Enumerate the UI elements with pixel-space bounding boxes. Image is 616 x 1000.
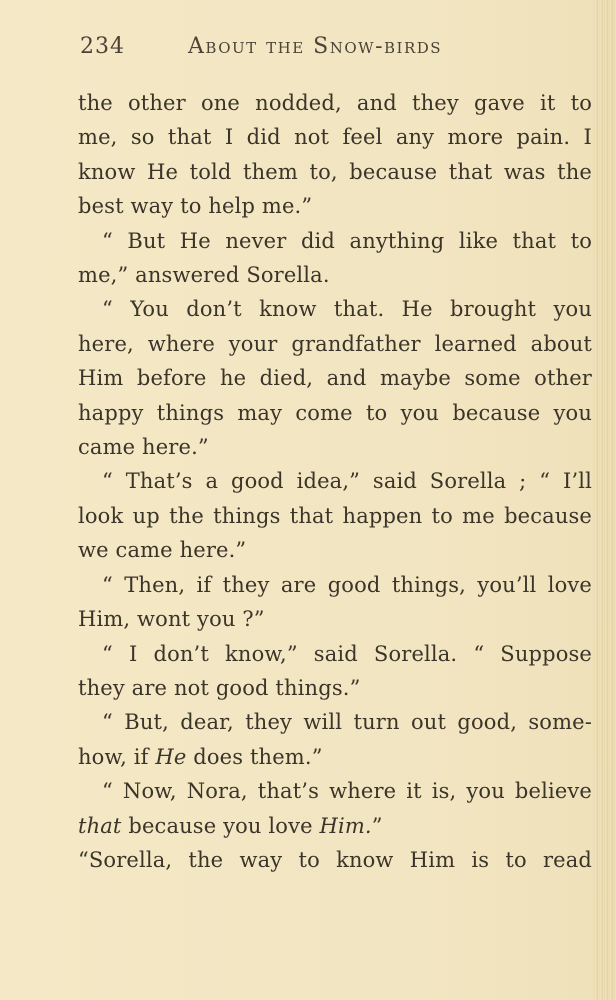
text-line: we came here.” (78, 538, 247, 563)
text-line-with-emphasis (78, 809, 592, 843)
text-line: “ Then, if they are good things, you’ll love (102, 572, 592, 597)
text-line: “ I don’t know,” said Sorella. “ Suppose (102, 641, 592, 666)
emphasized-word: that (78, 813, 122, 838)
text-line: know He told them to, because that was the (78, 159, 592, 184)
text-line: “ But He never did anything like that to (102, 228, 592, 253)
running-title: About the Snow-birds (188, 34, 443, 59)
text-line: Him, wont you ?” (78, 607, 265, 632)
line-prefix: how, if (78, 744, 156, 769)
text-line: “ Now, Nora, that’s where it is, you believe (102, 779, 592, 804)
text-line: came here.” (78, 435, 209, 460)
text-line: Him before he died, and maybe some other (78, 366, 592, 391)
page-header (80, 34, 590, 70)
emphasized-word: Him. (319, 813, 372, 838)
emphasized-word: He (155, 744, 187, 769)
text-line-with-emphasis (78, 740, 592, 774)
text-line: they are not good things.” (78, 675, 361, 700)
text-line: happy things may come to you because you (78, 400, 592, 425)
text-line: “ But, dear, they will turn out good, some- (102, 710, 592, 735)
text-line: here, where your grandfather learned about (78, 331, 592, 356)
text-line: the other one nodded, and they gave it to (78, 91, 592, 115)
text-line: “ That’s a good idea,” said Sorella ; “ I’ll (102, 469, 592, 494)
text-line: look up the things that happen to me because (78, 503, 592, 528)
text-line: me,” answered Sorella. (78, 263, 330, 288)
text-line: “ You don’t know that. He brought you (102, 297, 592, 322)
text-line: best way to help me.” (78, 194, 313, 219)
page-edge (594, 0, 616, 1000)
text-line: “Sorella, the way to know Him is to read (78, 847, 592, 872)
line-suffix: does them.” (186, 744, 323, 769)
text-line: me, so that I did not feel any more pain. I (78, 125, 592, 150)
page-number: 234 (80, 34, 125, 59)
line-suffix: ” (371, 813, 383, 838)
line-middle: because you love (121, 813, 320, 838)
body-text (78, 86, 592, 877)
